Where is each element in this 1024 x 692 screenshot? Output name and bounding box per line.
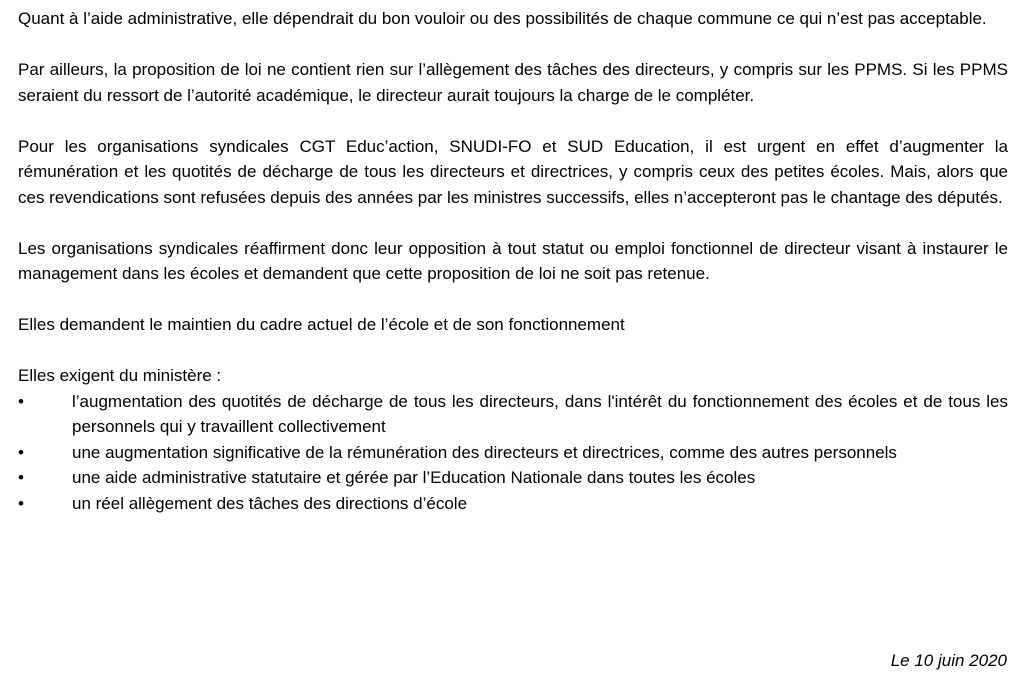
list-item (18, 389, 1008, 440)
list-item-text: une aide administrative statutaire et gérée par l’Education Nationale dans toutes les écoles (72, 468, 756, 487)
list-item (18, 465, 1008, 491)
bullet-icon: • (18, 468, 24, 487)
bullet-icon: • (18, 442, 24, 462)
document-date: Le 10 juin 2020 (890, 651, 1007, 670)
list-item (18, 440, 1008, 466)
document-body (18, 6, 1008, 516)
paragraph-maintain-framework: Elles demandent le maintien du cadre actuel de l’école et de son fonctionnement (18, 315, 625, 334)
paragraph-ppms: Par ailleurs, la proposition de loi ne contient rien sur l’allègement des tâches des directeurs, y compris sur les PPMS. Si les PPMS seraient du ressort de l’autorité académique, le directeur aurait toujours la charge de le compléter. (18, 60, 1008, 105)
demands-intro: Elles exigent du ministère : (18, 366, 222, 385)
list-item (18, 491, 1008, 517)
paragraph-opposition: Les organisations syndicales réaffirment donc leur opposition à tout statut ou emploi fonctionnel de directeur visant à instaurer le management dans les écoles et demandent que cette proposition de loi ne soit pas retenue. (18, 238, 1008, 283)
bullet-icon: • (18, 391, 24, 411)
list-item-text: un réel allègement des tâches des directions d’école (72, 493, 468, 513)
paragraph-unions-position: Pour les organisations syndicales CGT Educ’action, SNUDI-FO et SUD Education, il est urgent en effet d’augmenter la rémunération et les quotités de décharge de tous les directeurs et directrices, y compris ceux des petites écoles. Mais, alors que ces revendications sont refusées depuis des années par les ministres successifs, elles n’accepteront pas le chantage des députés. (18, 136, 1008, 207)
demands-list (18, 389, 1008, 517)
list-item-text: une augmentation significative de la rémunération des directeurs et directrices, comme des autres personnels (72, 442, 897, 462)
list-item-text: l’augmentation des quotités de décharge de tous les directeurs, dans l'intérêt du fonctionnement des écoles et de tous les personnels qui y travaillent collectivement (72, 391, 1008, 436)
paragraph-administrative-aid: Quant à l’aide administrative, elle dépendrait du bon vouloir ou des possibilités de chaque commune ce qui n’est pas acceptable. (18, 9, 987, 28)
bullet-icon: • (18, 493, 24, 513)
